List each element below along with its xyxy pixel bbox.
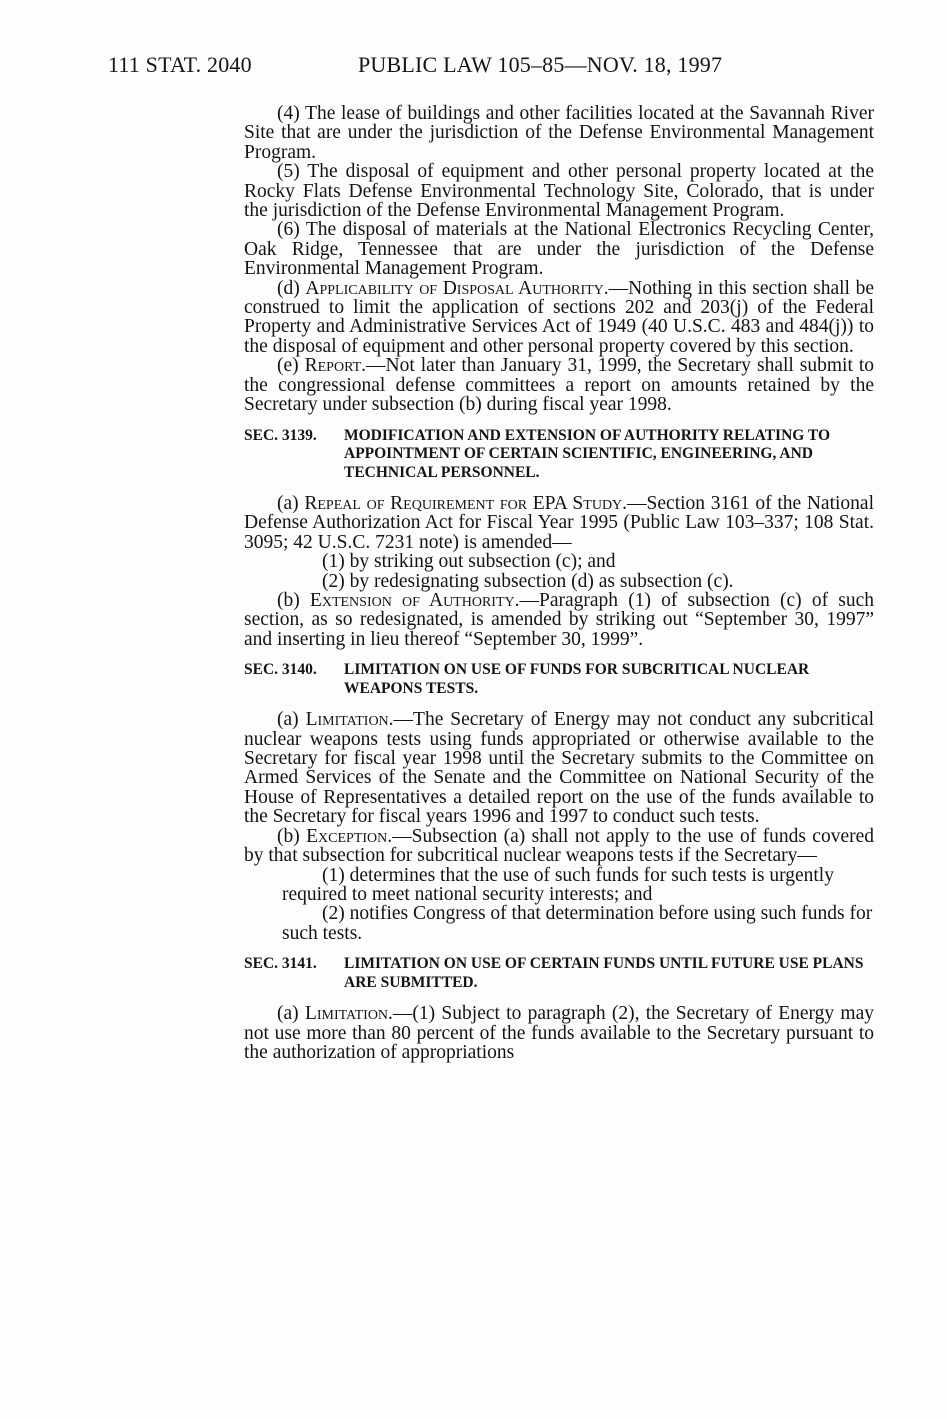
section-3141-title: LIMITATION ON USE OF CERTAIN FUNDS UNTIL FUTURE USE PLANS ARE SUBMITTED. [344,955,864,991]
subsection-e-text: —Not later than January 31, 1999, the Secretary shall submit to the congressional defense committees a report on amounts retained by the Secretary under subsection (b) during fiscal year 1998. [244,355,875,416]
section-3140-heading [244,661,874,698]
stat-citation: 111 STAT. 2040 [108,52,252,77]
section-3139-a-item-1: (1) by striking out subsection (c); and [322,551,616,573]
section-3140-a-text: —The Secretary of Energy may not conduct any subcritical nuclear weapons tests using funds appropriated or otherwise available to the Secretary for fiscal year 1998 until the Secretary submits to the Committee on Armed Services of the Senate and the Committee on National Security of the House of Representatives a detailed report on the use of the funds available to the Secretary for fiscal years 1996 and 1997 to conduct such tests. [244,709,874,828]
section-3140-subsection-b [244,827,874,866]
subsection-e-label: (e) [277,355,299,377]
section-3139-subsection-a [244,494,874,552]
section-3141-a-label: (a) [277,1003,299,1025]
paragraph-item-6: (6) The disposal of materials at the National Electronics Recycling Center, Oak Ridge, Tennessee that are under the jurisdiction of the Defense Environmental Management Program. [244,219,874,280]
document-body [244,104,874,1062]
section-3140-b-text: —Subsection (a) shall not apply to the use of funds covered by that subsection for subcritical nuclear weapons tests if the Secretary— [244,825,875,867]
subsection-e [244,356,874,414]
section-3139-a-label: (a) [277,493,299,514]
section-3140-b-item-1: (1) determines that the use of such funds for such tests is urgently required to meet national security interests; and [282,864,834,905]
section-3140-a-label: (a) [277,709,299,731]
section-3141-a-heading: Limitation. [304,1003,393,1025]
subsection-e-heading: Report. [304,355,367,377]
paragraph-item-5: (5) The disposal of equipment and other personal property located at the Rocky Flats Defense Environmental Technology Site, Colorado, that is under the jurisdiction of the Defense Environmental Management Program. [244,161,874,222]
subsection-d-heading: Applicability of Disposal Authority. [305,277,609,299]
paragraph-item-4: (4) The lease of buildings and other facilities located at the Savannah River Site that are under the jurisdiction of the Defense Environmental Management Program. [244,103,874,163]
section-3140-a-heading: Limitation. [305,709,394,731]
section-3139-a-heading: Repeal of Requirement for EPA Study. [304,493,628,514]
public-law-citation: PUBLIC LAW 105–85—NOV. 18, 1997 [358,52,723,77]
section-3141-subsection-a [244,1004,874,1062]
section-3140-b-item-2: (2) notifies Congress of that determination before using such funds for such tests. [282,903,873,944]
section-3139-b-label: (b) [277,590,300,612]
section-3139-heading [244,427,874,483]
page-header [108,52,808,92]
section-3140-subsection-a [244,710,874,826]
section-3139-b-text: —Paragraph (1) of subsection (c) of such section, as so redesignated, is amended by striking out “September 30, 1997” and inserting in lieu thereof “September 30, 1999”. [244,590,875,650]
section-3139-a-text: —Section 3161 of the National Defense Authorization Act for Fiscal Year 1995 (Public Law 103–337; 108 Stat. 3095; 42 U.S.C. 7231 note) is amended— [244,493,874,553]
section-3141-heading [244,955,874,992]
section-3140-b-label: (b) [277,825,300,847]
section-3139-subsection-b [244,591,874,649]
section-3139-a-item-2: (2) by redesignating subsection (d) as subsection (c). [322,570,734,592]
subsection-d-label: (d) [277,277,300,299]
section-3140-title: LIMITATION ON USE OF FUNDS FOR SUBCRITICAL NUCLEAR WEAPONS TESTS. [344,661,810,697]
subsection-d-text: —Nothing in this section shall be construed to limit the application of sections 202 and 203(j) of the Federal Property and Administrative Services Act of 1949 (40 U.S.C. 483 and 484(j)) to the disposal of equipment and other personal property covered by this section. [244,277,874,357]
subsection-d [244,279,874,357]
section-3140-number: SEC. 3140. [244,661,317,679]
section-3139-number: SEC. 3139. [244,426,317,444]
section-3139-b-heading: Extension of Authority. [309,590,520,612]
section-3139-title: MODIFICATION AND EXTENSION OF AUTHORITY RELATING TO APPOINTMENT OF CERTAIN SCIENTIFIC, ENGINEERING, AND TECHNICAL PERSONNEL. [344,426,831,481]
section-3141-a-text: —(1) Subject to paragraph (2), the Secretary of Energy may not use more than 80 percent of the funds available to the Secretary pursuant to the authorization of appropriations [244,1003,875,1063]
section-3140-b-heading: Exception. [306,825,393,847]
section-3141-number: SEC. 3141. [244,955,317,973]
